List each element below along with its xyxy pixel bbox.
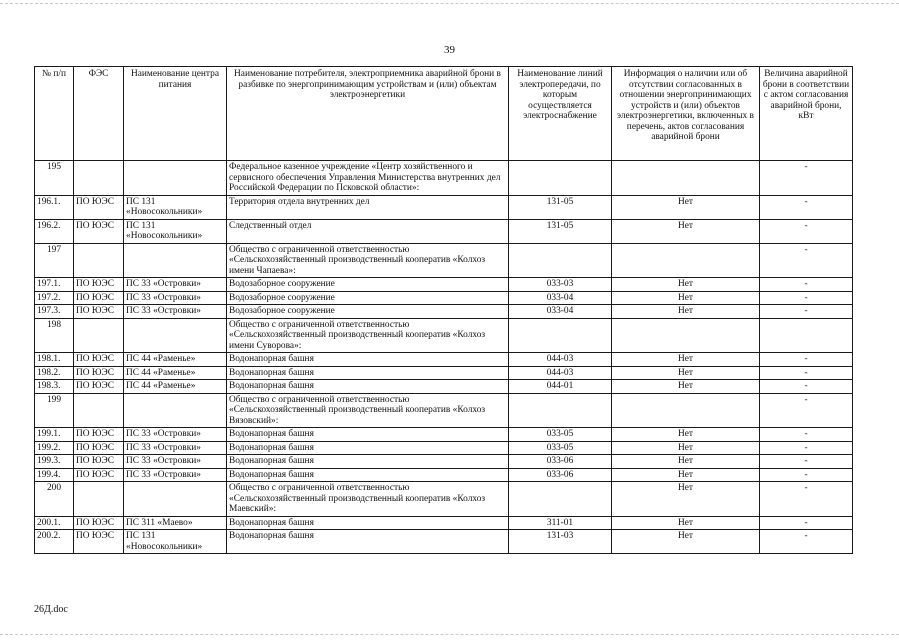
row-reserve-kw: -	[760, 219, 853, 243]
row-consumer: Общество с ограниченной ответственностью «Сельскохозяйственный производственный кооператив «Колхоз имени Чапаева»:	[227, 243, 509, 278]
row-power-center	[124, 161, 227, 196]
row-power-center: ПС 33 «Островки»	[124, 455, 227, 469]
row-power-center: ПС 33 «Островки»	[124, 441, 227, 455]
row-fes: ПО ЮЭС	[74, 305, 124, 319]
row-reserve-kw: -	[760, 278, 853, 292]
table-row	[35, 243, 853, 278]
row-power-line	[509, 482, 612, 517]
table-row	[35, 516, 853, 530]
row-power-line	[509, 393, 612, 428]
table-header-row	[35, 67, 853, 161]
table-row	[35, 366, 853, 380]
row-number: 198.2.	[35, 366, 74, 380]
row-number: 196.2.	[35, 219, 74, 243]
row-reserve-kw	[760, 318, 853, 353]
row-number: 197.3.	[35, 305, 74, 319]
row-agreement-info	[612, 161, 760, 196]
row-consumer: Водонапорная башня	[227, 366, 509, 380]
row-reserve-kw: -	[760, 516, 853, 530]
scan-edge-bottom	[0, 634, 899, 636]
row-reserve-kw: -	[760, 291, 853, 305]
row-number: 199.1.	[35, 428, 74, 442]
row-consumer: Общество с ограниченной ответственностью «Сельскохозяйственный производственный кооператив «Колхоз Вязовский»:	[227, 393, 509, 428]
row-consumer: Общество с ограниченной ответственностью «Сельскохозяйственный производственный кооператив «Колхоз Маевский»:	[227, 482, 509, 517]
row-reserve-kw: -	[760, 428, 853, 442]
row-agreement-info: Нет	[612, 428, 760, 442]
row-fes: ПО ЮЭС	[74, 455, 124, 469]
row-power-line: 131-05	[509, 195, 612, 219]
scan-edge-top	[0, 3, 899, 5]
row-number: 199.3.	[35, 455, 74, 469]
row-number: 196.1.	[35, 195, 74, 219]
row-consumer: Федеральное казенное учреждение «Центр хозяйственного и сервисного обеспечения Управления Министерства внутренних дел Российской Федерации по Псковской области»:	[227, 161, 509, 196]
row-power-center: ПС 131 «Новосокольники»	[124, 530, 227, 554]
row-power-center: ПС 33 «Островки»	[124, 291, 227, 305]
table-row	[35, 393, 853, 428]
header-fes: ФЭС	[74, 67, 124, 161]
row-power-line: 033-03	[509, 278, 612, 292]
row-fes: ПО ЮЭС	[74, 530, 124, 554]
table-row	[35, 161, 853, 196]
table-row	[35, 353, 853, 367]
table-row	[35, 441, 853, 455]
row-power-center: ПС 131 «Новосокольники»	[124, 195, 227, 219]
row-agreement-info	[612, 318, 760, 353]
row-power-center	[124, 243, 227, 278]
row-agreement-info: Нет	[612, 441, 760, 455]
row-consumer: Общество с ограниченной ответственностью «Сельскохозяйственный производственный кооператив «Колхоз имени Суворова»:	[227, 318, 509, 353]
table-row	[35, 455, 853, 469]
row-fes: ПО ЮЭС	[74, 219, 124, 243]
table-row	[35, 305, 853, 319]
row-agreement-info: Нет	[612, 530, 760, 554]
row-fes: ПО ЮЭС	[74, 516, 124, 530]
row-consumer: Водонапорная башня	[227, 516, 509, 530]
row-power-center	[124, 393, 227, 428]
row-fes: ПО ЮЭС	[74, 380, 124, 394]
row-reserve-kw: -	[760, 243, 853, 278]
row-fes	[74, 161, 124, 196]
row-number: 197.2.	[35, 291, 74, 305]
row-consumer: Водонапорная башня	[227, 380, 509, 394]
row-power-line: 033-06	[509, 468, 612, 482]
row-power-center	[124, 318, 227, 353]
row-reserve-kw: -	[760, 441, 853, 455]
row-agreement-info: Нет	[612, 219, 760, 243]
row-agreement-info	[612, 243, 760, 278]
row-fes: ПО ЮЭС	[74, 468, 124, 482]
row-agreement-info: Нет	[612, 516, 760, 530]
row-power-center: ПС 44 «Раменье»	[124, 366, 227, 380]
row-fes	[74, 482, 124, 517]
row-agreement-info: Нет	[612, 482, 760, 517]
row-consumer: Водонапорная башня	[227, 428, 509, 442]
row-fes	[74, 393, 124, 428]
row-number: 200	[35, 482, 74, 517]
row-fes: ПО ЮЭС	[74, 195, 124, 219]
row-power-line: 044-03	[509, 366, 612, 380]
row-fes: ПО ЮЭС	[74, 291, 124, 305]
row-power-center: ПС 44 «Раменье»	[124, 353, 227, 367]
row-agreement-info: Нет	[612, 353, 760, 367]
row-power-line: 033-05	[509, 428, 612, 442]
row-reserve-kw: -	[760, 195, 853, 219]
header-consumer: Наименование потребителя, электроприемника аварийной брони в разбивке по энергопринимающим устройствам и (или) объектам электроэнергетики	[227, 67, 509, 161]
row-power-center: ПС 33 «Островки»	[124, 305, 227, 319]
row-reserve-kw: -	[760, 305, 853, 319]
row-consumer: Водонапорная башня	[227, 353, 509, 367]
row-agreement-info: Нет	[612, 455, 760, 469]
row-reserve-kw: -	[760, 468, 853, 482]
row-number: 199.2.	[35, 441, 74, 455]
header-power-lines: Наименование линий электропередачи, по которым осуществляется электроснабжение	[509, 67, 612, 161]
row-power-line: 131-05	[509, 219, 612, 243]
row-number: 200.2.	[35, 530, 74, 554]
page-number: 39	[444, 44, 455, 56]
row-reserve-kw: -	[760, 380, 853, 394]
row-power-line: 033-04	[509, 305, 612, 319]
row-consumer: Водонапорная башня	[227, 530, 509, 554]
row-power-center: ПС 33 «Островки»	[124, 428, 227, 442]
table-row	[35, 318, 853, 353]
row-power-line	[509, 318, 612, 353]
row-consumer: Следственный отдел	[227, 219, 509, 243]
row-number: 197.1.	[35, 278, 74, 292]
table-row	[35, 468, 853, 482]
header-agreement-info: Информация о наличии или об отсутствии согласованных в отношении энергопринимающих устройств и (или) объектов электроэнергетики, включенных в перечень, актов согласования аварийной брони	[612, 67, 760, 161]
row-number: 198.3.	[35, 380, 74, 394]
row-number: 197	[35, 243, 74, 278]
row-power-center: ПС 131 «Новосокольники»	[124, 219, 227, 243]
row-consumer: Водозаборное сооружение	[227, 305, 509, 319]
row-fes: ПО ЮЭС	[74, 441, 124, 455]
row-power-line: 033-04	[509, 291, 612, 305]
row-number: 199	[35, 393, 74, 428]
row-number: 195	[35, 161, 74, 196]
header-power-center: Наименование центра питания	[124, 67, 227, 161]
row-agreement-info: Нет	[612, 291, 760, 305]
row-power-line: 131-03	[509, 530, 612, 554]
footer-filename: 26Д.doc	[34, 604, 68, 615]
header-num: № п/п	[35, 67, 74, 161]
table-row	[35, 291, 853, 305]
row-number: 199.4.	[35, 468, 74, 482]
row-reserve-kw: -	[760, 366, 853, 380]
row-consumer: Водозаборное сооружение	[227, 291, 509, 305]
row-agreement-info: Нет	[612, 380, 760, 394]
row-consumer: Водозаборное сооружение	[227, 278, 509, 292]
row-consumer: Водонапорная башня	[227, 468, 509, 482]
row-power-center: ПС 33 «Островки»	[124, 468, 227, 482]
row-power-center	[124, 482, 227, 517]
row-consumer: Водонапорная башня	[227, 441, 509, 455]
row-number: 198	[35, 318, 74, 353]
row-power-center: ПС 311 «Маево»	[124, 516, 227, 530]
header-reserve-kw: Величина аварийной брони в соответствии с актом согласования аварийной брони, кВт	[760, 67, 853, 161]
row-fes: ПО ЮЭС	[74, 428, 124, 442]
row-agreement-info: Нет	[612, 195, 760, 219]
row-agreement-info: Нет	[612, 278, 760, 292]
row-fes	[74, 318, 124, 353]
row-fes	[74, 243, 124, 278]
table-row	[35, 278, 853, 292]
row-agreement-info	[612, 393, 760, 428]
table-row	[35, 219, 853, 243]
table-row	[35, 482, 853, 517]
row-reserve-kw: -	[760, 353, 853, 367]
row-consumer: Территория отдела внутренних дел	[227, 195, 509, 219]
row-power-line: 033-05	[509, 441, 612, 455]
row-power-center: ПС 33 «Островки»	[124, 278, 227, 292]
row-consumer: Водонапорная башня	[227, 455, 509, 469]
row-power-center: ПС 44 «Раменье»	[124, 380, 227, 394]
table-body	[35, 161, 853, 554]
emergency-reserve-table	[34, 66, 853, 554]
table-row	[35, 530, 853, 554]
row-reserve-kw: -	[760, 530, 853, 554]
row-power-line: 044-01	[509, 380, 612, 394]
row-reserve-kw: -	[760, 393, 853, 428]
row-number: 198.1.	[35, 353, 74, 367]
row-power-line: 311-01	[509, 516, 612, 530]
row-fes: ПО ЮЭС	[74, 353, 124, 367]
row-reserve-kw: -	[760, 455, 853, 469]
table-row	[35, 428, 853, 442]
row-agreement-info: Нет	[612, 468, 760, 482]
table-row	[35, 380, 853, 394]
row-reserve-kw: -	[760, 161, 853, 196]
row-reserve-kw: -	[760, 482, 853, 517]
row-agreement-info: Нет	[612, 366, 760, 380]
row-fes: ПО ЮЭС	[74, 366, 124, 380]
row-number: 200.1.	[35, 516, 74, 530]
table-row	[35, 195, 853, 219]
row-agreement-info: Нет	[612, 305, 760, 319]
row-power-line: 044-03	[509, 353, 612, 367]
row-power-line	[509, 161, 612, 196]
row-power-line	[509, 243, 612, 278]
row-power-line: 033-06	[509, 455, 612, 469]
row-fes: ПО ЮЭС	[74, 278, 124, 292]
